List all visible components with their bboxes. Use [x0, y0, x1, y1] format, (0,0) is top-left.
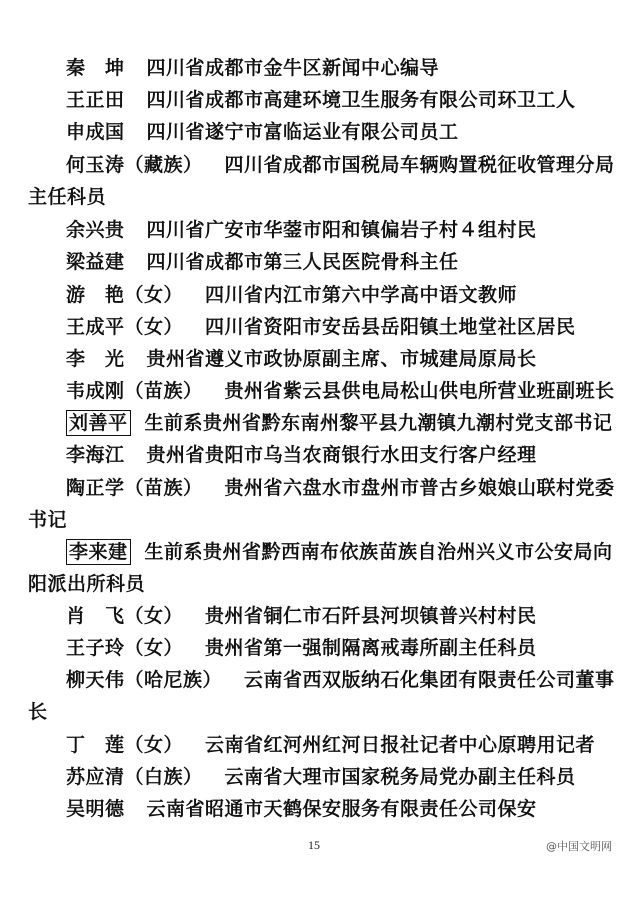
description-continuation: 阳派出所科员 — [28, 573, 146, 595]
list-item — [28, 729, 614, 761]
ethnicity-tag: （哈尼族） — [124, 669, 223, 691]
list-item — [28, 279, 614, 311]
list-item — [28, 664, 614, 728]
ethnicity-tag: （藏族） — [124, 154, 203, 176]
person-description: 云南省大理市国家税务局党办副主任科员 — [224, 766, 576, 788]
ethnicity-tag: （苗族） — [124, 380, 203, 402]
list-item — [28, 600, 614, 632]
gender-tag: （女） — [124, 734, 184, 756]
list-item — [28, 84, 614, 116]
person-name: 游 艳 — [66, 284, 125, 306]
person-name: 韦成刚 — [66, 380, 125, 402]
person-description: 四川省成都市第三人民医院骨科主任 — [146, 251, 459, 273]
person-name: 王正田 — [66, 89, 125, 111]
boxed-person-name: 刘善平 — [66, 410, 131, 436]
person-description: 贵州省遵义市政协原副主席、市城建局原局长 — [146, 348, 537, 370]
list-item — [28, 311, 614, 343]
person-description: 四川省成都市金牛区新闻中心编导 — [146, 57, 440, 79]
person-name: 余兴贵 — [66, 219, 125, 241]
ethnicity-tag: （白族） — [124, 766, 203, 788]
gender-tag: （女） — [124, 605, 184, 627]
person-description: 四川省广安市华蓥市阳和镇偏岩子村４组村民 — [146, 219, 537, 241]
list-item — [28, 761, 614, 793]
person-description: 云南省昭通市天鹤保安服务有限责任公司保安 — [146, 798, 537, 820]
person-name: 肖 飞 — [66, 605, 125, 627]
list-item — [28, 407, 614, 439]
person-name: 梁益建 — [66, 251, 125, 273]
list-item — [28, 246, 614, 278]
gender-tag: （女） — [124, 637, 184, 659]
person-name: 苏应清 — [66, 766, 125, 788]
person-name: 何玉涛 — [66, 154, 125, 176]
person-name: 丁 莲 — [66, 734, 125, 756]
person-description: 四川省资阳市安岳县岳阳镇土地堂社区居民 — [205, 316, 576, 338]
person-name: 申成国 — [66, 121, 125, 143]
person-name: 王子玲 — [66, 637, 125, 659]
list-item — [28, 793, 614, 825]
list-item — [28, 149, 614, 213]
person-description: 四川省遂宁市富临运业有限公司员工 — [146, 121, 459, 143]
person-description: 生前系贵州省黔东南州黎平县九潮镇九潮村党支部书记 — [144, 412, 613, 434]
list-item — [28, 343, 614, 375]
description-continuation: 书记 — [28, 509, 68, 531]
description-continuation: 主任科员 — [28, 186, 107, 208]
list-item — [28, 375, 614, 407]
person-description: 贵州省第一强制隔离戒毒所副主任科员 — [205, 637, 537, 659]
list-item — [28, 536, 614, 600]
watermark: @中国文明网 — [546, 840, 612, 853]
person-description: 贵州省贵阳市乌当农商银行水田支行客户经理 — [146, 444, 537, 466]
list-item — [28, 214, 614, 246]
person-name: 陶正学 — [66, 477, 125, 499]
list-item — [28, 472, 614, 536]
person-description: 四川省内江市第六中学高中语文教师 — [205, 284, 518, 306]
person-name: 李 光 — [66, 348, 125, 370]
person-name: 李海江 — [66, 444, 125, 466]
ethnicity-tag: （苗族） — [124, 477, 203, 499]
gender-tag: （女） — [124, 316, 184, 338]
person-description: 云南省西双版纳石化集团有限责任公司董事 — [244, 669, 615, 691]
person-name: 柳天伟 — [66, 669, 125, 691]
list-item — [28, 52, 614, 84]
boxed-person-name: 李来建 — [66, 539, 131, 565]
person-name: 王成平 — [66, 316, 125, 338]
person-description: 生前系贵州省黔西南布依族苗族自治州兴义市公安局向 — [144, 541, 613, 563]
person-description: 贵州省六盘水市盘州市普古乡娘娘山联村党委 — [224, 477, 615, 499]
person-description: 云南省红河州红河日报社记者中心原聘用记者 — [205, 734, 596, 756]
person-name: 秦 坤 — [66, 57, 125, 79]
list-item — [28, 116, 614, 148]
person-name: 吴明德 — [66, 798, 125, 820]
person-description: 四川省成都市国税局车辆购置税征收管理分局 — [224, 154, 615, 176]
list-item — [28, 632, 614, 664]
description-continuation: 长 — [28, 701, 48, 723]
gender-tag: （女） — [124, 284, 184, 306]
person-description: 四川省成都市高建环境卫生服务有限公司环卫工人 — [146, 89, 576, 111]
page-number: 15 — [308, 838, 320, 852]
person-description: 贵州省紫云县供电局松山供电所营业班副班长 — [224, 380, 615, 402]
person-description: 贵州省铜仁市石阡县河坝镇普兴村村民 — [205, 605, 537, 627]
list-item — [28, 439, 614, 471]
